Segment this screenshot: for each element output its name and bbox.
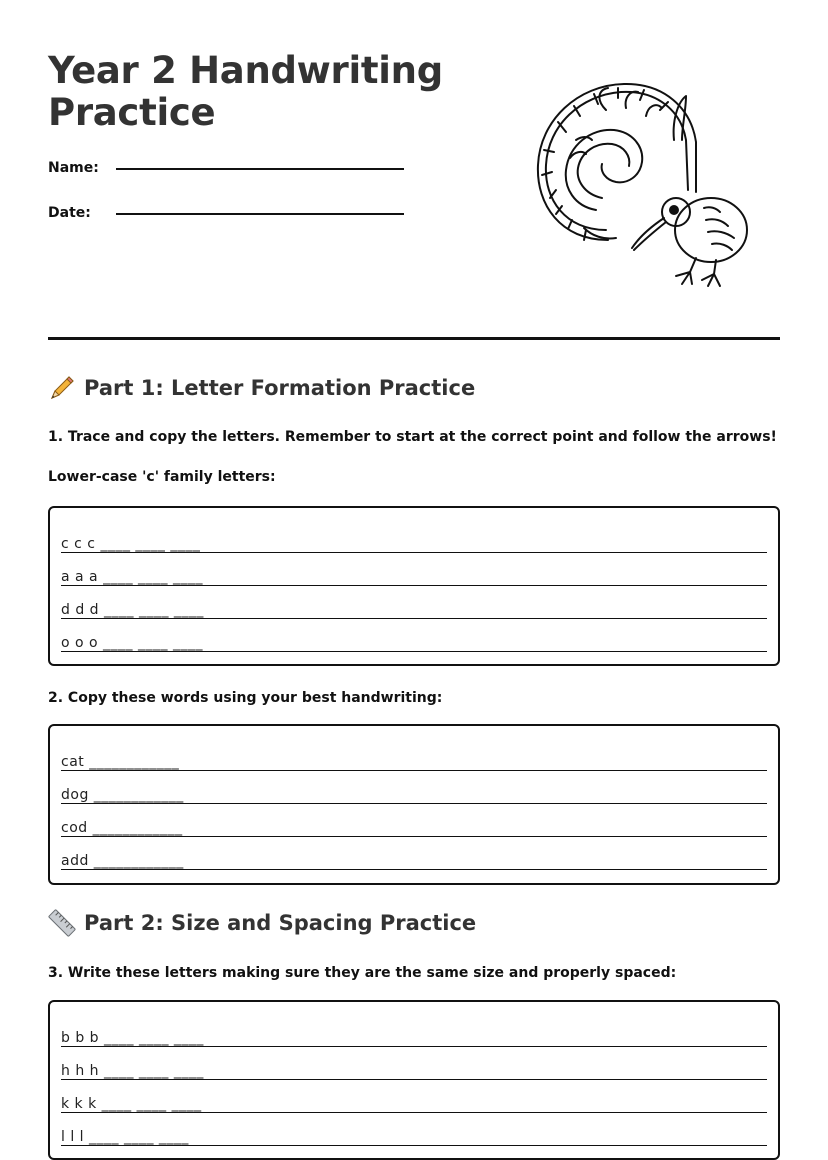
pencil-icon	[48, 374, 76, 402]
title-line-2: Practice	[48, 91, 216, 134]
part-1-title: Part 1: Letter Formation Practice	[84, 376, 476, 400]
date-field[interactable]	[116, 213, 404, 215]
practice-row[interactable]: d d d ____ ____ ____	[61, 586, 767, 619]
practice-row[interactable]: cod ____________	[61, 804, 767, 837]
ruler-icon	[48, 909, 76, 937]
practice-row[interactable]: l l l ____ ____ ____	[61, 1113, 767, 1146]
question-1: 1. Trace and copy the letters. Remember to start at the correct point and follow the arrows!	[48, 429, 777, 445]
practice-row[interactable]: a a a ____ ____ ____	[61, 553, 767, 586]
name-field[interactable]	[116, 168, 404, 170]
practice-row[interactable]: o o o ____ ____ ____	[61, 619, 767, 652]
c-family-subheading: Lower-case 'c' family letters:	[48, 469, 276, 485]
practice-row[interactable]: c c c ____ ____ ____	[61, 520, 767, 553]
header-divider	[48, 337, 780, 340]
practice-row[interactable]: add ____________	[61, 837, 767, 870]
word-practice-box	[48, 724, 780, 885]
part-2-title: Part 2: Size and Spacing Practice	[84, 911, 477, 935]
practice-row[interactable]: k k k ____ ____ ____	[61, 1080, 767, 1113]
size-spacing-practice-box	[48, 1000, 780, 1160]
practice-row[interactable]: b b b ____ ____ ____	[61, 1014, 767, 1047]
page-title	[48, 50, 468, 134]
practice-row[interactable]: dog ____________	[61, 771, 767, 804]
practice-row[interactable]: h h h ____ ____ ____	[61, 1047, 767, 1080]
letter-practice-box	[48, 506, 780, 666]
date-label: Date:	[48, 205, 91, 221]
question-3: 3. Write these letters making sure they are the same size and properly spaced:	[48, 965, 677, 981]
part-2-heading	[48, 909, 476, 937]
part-1-heading	[48, 374, 475, 402]
title-line-1: Year 2 Handwriting	[48, 49, 443, 92]
kiwi-bird-illustration	[536, 80, 756, 290]
practice-row[interactable]: cat ____________	[61, 738, 767, 771]
question-2: 2. Copy these words using your best handwriting:	[48, 690, 443, 706]
name-label: Name:	[48, 160, 99, 176]
